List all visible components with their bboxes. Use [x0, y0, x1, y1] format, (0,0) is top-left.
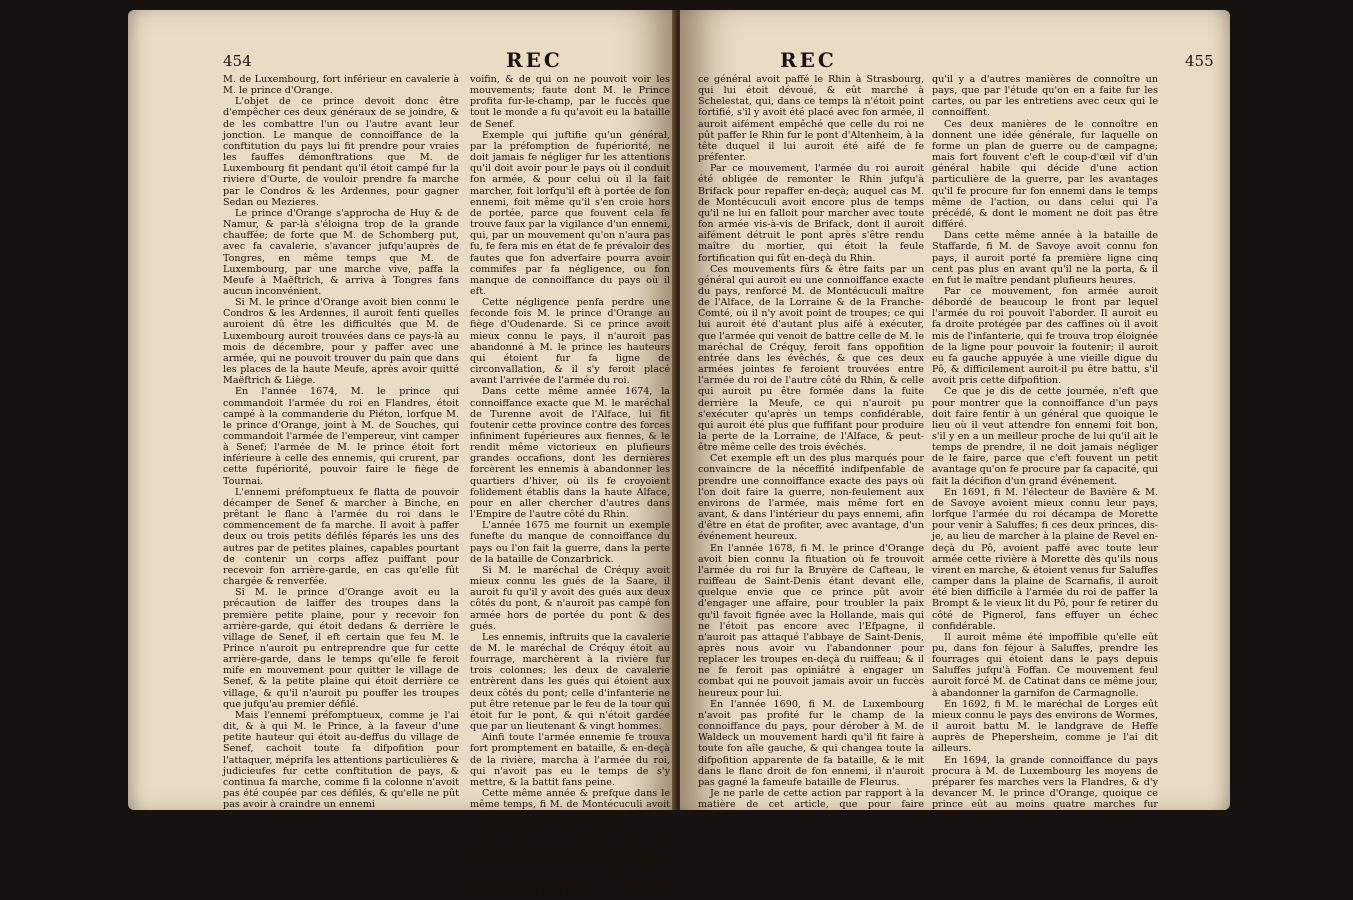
paragraph: Par ce mouvement, l'armée du roi auroit été obligée de remonter le Rhin jufqu'à Brifack pour repaffer en-deçà; auquel cas M. de Montécuculi avoit encore plus de temps qu'il ne lui en falloit pour marcher avec toute fon armée vis-à-vis de Brifack, dont il auroit aifément détruit le pont après s'être rendu maître du mortier, qui étoit la feule fortification qui fût en-deçà du Rhin. — [698, 163, 924, 264]
paragraph: voifin, & de qui on ne pouvoit voir les mouvements; faute dont M. le Prince profita fur-le-champ, par le fuccès que tout le monde a fu qu'avoit eu la bataille de Senef. — [470, 74, 670, 130]
left-page-number: 454 — [223, 52, 252, 70]
paragraph: Le prince d'Orange s'approcha de Huy & de Namur, & par-là s'éloigna trop de la grande chauffée; de forte que M. de Schomberg put, avec fa cavalerie, s'avancer jufqu'auprès de Tongres, en même temps que M. de Luxembourg, par une marche vive, paffa la Meufe à Maëftrich, & arriva à Tongres fans aucun inconvénient. — [223, 207, 459, 297]
paragraph: Cette même année & prefque dans le même temps, fi M. de Montécuculi avoit bien connu la Renchen & la Kintz, il auroit aifément battu l'armée du roi, lorfqu'après la mort de M. le maréchal de Turenne, elle fe retira de Salsbach à Altenheim, où étoit fon pont fur le Rhin. — [470, 788, 670, 866]
paragraph: Je ne parle de cette action par rapport à la matière de cet article, que pour faire remarquer — [698, 788, 924, 822]
paragraph: En l'année 1678, fi M. le prince d'Orange avoit bien connu la fituation où fe trouvoit l'armée du roi fur la Bruyère de Cafteau, le ruiffeau de Saint-Denis étant devant elle, quelque envie que ce prince pût avoir d'engager une affaire, pour troubler la paix qu'il favoit fignée avec la Hollande, mais qui ne l'étoit pas encore avec l'Efpagne, il n'auroit pas attaqué l'abbaye de Saint-Denis, après nous avoir vu l'abandonner pour replacer les troupes en-deçà du ruiffeau; & il ne fe feroit pas opiniâtré à engager un combat qui ne pouvoit jamais avoir un fuccès heureux pour lui. — [698, 542, 924, 699]
paragraph: Par ce mouvement, fon armée auroit débordé de beaucoup le front par lequel l'armée du roi pouvoit l'aborder. Il auroit eu fa droite protégée par des caffines où il avoit mis de l'infanterie, qui fe trouva trop éloignée de la ligne pour pouvoir la foutenir; il auroit eu fa gauche appuyée à une vieille digue du Pô, & difficilement auroit-il pu être battu, s'il avoit pris cette difpofition. — [932, 285, 1158, 387]
paragraph: Ce que je dis de cette journée, n'eft que pour montrer que la connoiffance d'un pays doit faire fentir à un général que quoique le lieu où il veut attendre fon ennemi foit bon, s'il y en a un meilleur proche de lui qu'il ait le temps de prendre, il ne doit jamais négliger de le faire, parce que c'eft fouvent un petit avantage qu'on fe procure par fa capacité, qui fait la décifion d'un grand événement. — [932, 386, 1158, 487]
paragraph: Les ennemis, inftruits que la cavalerie de M. le maréchal de Créquy étoit au fourrage, marchèrent à la rivière fur trois colonnes; les deux de cavalerie entrèrent dans les gués qui étoient aux deux côtés du pont; celle d'infanterie ne put être retenue par le feu de la tour qui étoit fur le pont, & qui n'étoit gardée que par un lieutenant & vingt hommes. — [470, 631, 670, 733]
right-column-1 — [698, 74, 924, 821]
paragraph: Ces mouvements fûrs & être faits par un général qui auroit eu une connoiffance exacte du pays, renforcé M. de Montécuculi maître de l'Alface, de la Lorraine & de la Franche-Comté, où il n'y avoit point de troupes; ce qui lui auroit été d'autant plus aifé à exécuter, que l'armée qui venoit de battre celle de M. le maréchal de Créquy, feroit fans oppofition entrée dans les évêchés, & que ces deux armées jointes fe feroient trouvées entre l'armée du roi de l'autre côté du Rhin, & celle qui auroit pu être formée dans la fuite derrière la Meufe, ce qui n'auroit pu s'exécuter qu'après un temps confidérable, qui auroit été plus que fuffifant pour produire la perte de la Lorraine, de l'Alface, & peut-être même celle des trois évêchés. — [698, 263, 924, 454]
left-column-2 — [470, 74, 670, 900]
left-running-title: REC — [506, 48, 563, 72]
paragraph: En l'année 1674, M. le prince qui commandoit l'armée du roi en Flandres, étoit campé à la commanderie du Piéton, lorfque M. le prince d'Orange, joint à M. de Souches, qui commandoit l'armée de l'empereur, vint camper à Senef; l'armée de M. le prince étoit fort inférieure à celle des ennemis, qui crurent, par cette fupériorité, pouvoir faire le fiège de Tournai. — [223, 386, 459, 487]
paragraph: En 1694, la grande connoiffance du pays procura à M. de Luxembourg les moyens de préparer fes marches vers la Flandres, & d'y devancer M. le prince d'Orange, quoique ce prince eût au moins quatre marches fur l'armée du roi. — [932, 754, 1158, 822]
open-book — [128, 10, 1230, 900]
paragraph: Exemple qui juftifie qu'un général, par la préfomption de fupériorité, ne doit jamais fe négliger fur les attentions qu'il doit avoir pour le pays où il conduit fon armée, & pour celui où il la fait marcher, foit lorfqu'il eft à portée de fon ennemi, foit même qu'il s'en croie hors de portée, parce que fouvent cela fe trouve faux par la vigilance d'un ennemi, qui, par un mouvement qu'on n'aura pas fu, fe fera mis en état de fe prévaloir des fautes que fon adverfaire pourra avoir commifes par fa négligence, ou fon manque de connoiffance du pays où il eft. — [470, 129, 670, 297]
paragraph: Si M. le maréchal de Créquy avoit mieux connu les gués de la Saare, il auroit fu qu'il y avoit des gués aux deux côtés du pont, & n'auroit pas campé fon armée hors de portée du pont & des gués. — [470, 564, 670, 632]
paragraph: Si M. le prince d'Orange avoit eu la précaution de laiffer des troupes dans la première petite plaine, pour y recevoir fon arrière-garde, qui étoit dedans & derrière le village de Senef, il eft certain que feu M. le Prince n'auroit pu entreprendre que fur cette arrière-garde, dans le temps qu'elle fe feroit mife en mouvement pour quitter le village de Senef, & la petite plaine qui étoit derrière ce village, & qu'il n'auroit pu pouffer les troupes que jufqu'au premier défilé. — [223, 587, 459, 710]
paragraph: Dans cette même année 1674, la connoiffance exacte que M. le maréchal de Turenne avoit de l'Alface, lui fit foutenir cette province contre des forces infiniment fupérieures aux fiennes, & le rendit même victorieux en plufieurs grandes occafions, dont les dernières forcèrent les ennemis à abandonner les quartiers d'hiver, où ils fe croyoient folidement établis dans la haute Alface, pour en aller chercher d'autres dans l'Empire de l'autre côté du Rhin. — [470, 386, 670, 521]
left-running-head — [128, 50, 676, 74]
paragraph: L'année 1675 me fournit un exemple funefte du manque de connoiffance du pays ou l'on fait la guerre, dans la perte de la bataille de Conzarbrick. — [470, 520, 670, 565]
paragraph: Si M. le prince d'Orange avoit bien connu le Condros & les Ardennes, il auroit fenti quelles auroient dû être les difficultés que M. de Luxembourg auroit trouvées dans ce pays-là au mois de décembre, pour y paffer avec une armée, qui ne pouvoit trouver du pain que dans les places de la haute Meufe, après avoir quitté Maëftrich & Liège. — [223, 297, 459, 387]
paragraph: Dans cette même année à la bataille de Staffarde, fi M. de Savoye avoit connu fon pays, il auroit porté fa première ligne cinq cent pas plus en avant qu'il ne la porta, & il en fut le maître pendant plufieurs heures. — [932, 230, 1158, 286]
paragraph: Mais l'ennemi préfomptueux, comme je l'ai dit, & à qui M. le Prince, à la faveur d'une petite hauteur qui étoit au-deffus du village de Senef, cachoit toute fa difpofition pour l'attaquer, méprifa les attentions particulières & judicieufes fur cette conftitution de pays, & continua fa marche, comme fi la colonne n'avoit pas été coupée par ces défilés, & qu'elle ne pût pas avoir à craindre un ennemi — [223, 709, 459, 811]
paragraph: ce général avoit paffé le Rhin à Strasbourg, qui lui étoit dévoué, & eût marché à Schelestat, qui, dans ce temps là n'étoit point fortifié, s'il y avoit été placé avec fon armée, il auroit aifément empêché que celle du roi ne pût paffer le Rhin fur le pont d'Altenheim, à la tête duquel il lui auroit été aifé de fe préfenter. — [698, 74, 924, 164]
paragraph: Ces deux manières de le connoître en donnent une idée générale, fur laquelle on forme un plan de guerre ou de campagne; mais fort fouvent c'eft le coup-d'œil vif d'un général habile qui décide d'une action particulière de la guerre, par les avantages qu'il fe procure fur fon ennemi dans le temps même de l'action, ou dans celui qui l'a précédé, & dont le moment ne doit pas être différé. — [932, 118, 1158, 231]
paragraph: Cet exemple eft un des plus marqués pour convaincre de la néceffité indifpenfable de prendre une connoiffance exacte des pays où l'on doit faire la guerre, non-feulement aux environs de l'armée, mais même fort en avant, & dans l'intérieur du pays ennemi, afin d'être en état de profiter, avec avantage, d'un événement heureux. — [698, 453, 924, 543]
paragraph: En 1692, fi M. le maréchal de Lorges eût mieux connu le pays des environs de Wormes, il auroit battu M. le landgrave de Heffe auprès de Phepersheim, comme je l'ai dit ailleurs. — [932, 698, 1158, 755]
paragraph: M. de Luxembourg, fort inférieur en cavalerie à M. le prince d'Orange. — [223, 74, 459, 97]
right-column-2 — [932, 74, 1158, 821]
paragraph: Cette négligence penfa perdre une feconde fois M. le prince d'Orange au fiège d'Oudenarde. Si ce prince avoit mieux connu le pays, il n'auroit pas abandonné à M. le prince les hauteurs qui étoient fur fa ligne de circonvallation, & il s'y feroit placé avant l'arrivée de l'armée du roi. — [470, 297, 670, 387]
paragraph: L'objet de ce prince devoit donc être d'empêcher ces deux généraux de se joindre, & de les combattre l'un ou l'autre avant leur jonction. Le manque de connoiffance de la conftitution du pays lui fit prendre pour vraies les fauffes démonftrations que M. de Luxembourg fit pendant qu'il étoit campé fur la riviere d'Ourte, de vouloir prendre fa marche par le Condros & les Ardennes, pour gagner Sedan ou Mezieres. — [223, 96, 459, 208]
paragraph: L'ennemi préfomptueux fe flatta de pouvoir décamper de Senef & marcher à Binche, en prêtant le flanc à l'armée du roi dans le commencement de fa marche. Il avoit à paffer deux ou trois petits défilés féparés les uns des autres par de petites plaines, capables pourtant de contenir un corps affez puiffant pour recevoir fon arrière-garde, en cas qu'elle fût chargée & renverfée. — [223, 486, 459, 588]
paragraph: Ainfi toute l'armée ennemie fe trouva fort promptement en bataille, & en-deçà de la rivière, marcha à l'armée du roi, qui n'avoit pas eu le temps de s'y mettre, & la battit fans peine. — [470, 732, 670, 788]
paragraph: qu'il y a d'autres manières de connoître un pays, que par l'étude qu'on en a faite fur les cartes, ou par les entretiens avec ceux qui le connoiffent. — [932, 74, 1158, 119]
paragraph: En l'année 1690, fi M. de Luxembourg n'avoit pas profité fur le champ de la connoiffance du pays, pour dérober à M. de Waldeck un mouvement hardi qu'il fit faire à toute fon aîle gauche, & qui changea toute la difpofition apparente de fa bataille, & le mit dans le flanc droit de fon ennemi, il n'auroit pas gagné la fameufe bataille de Fleurus. — [698, 698, 924, 788]
paragraph: Il auroit même été impoffible qu'elle eût pu, dans fon féjour à Saluffes, prendre les fourrages qui étoient dans le pays depuis Saluffes jufqu'à Foffan. Ce mouvement feul auroit forcé M. de Catinat dans ce même jour, à abandonner la garnifon de Carmagnolle. — [932, 631, 1158, 699]
left-page — [128, 10, 676, 900]
paragraph: En 1691, fi M. l'électeur de Bavière & M. de Savoye avoient mieux connu leur pays, lorfque l'armée du roi décampa de Morette pour venir à Saluffes; fi ces deux princes, dis-je, au lieu de marcher à la plaine de Revel en-deçà du Pô, avoient paffé avec toute leur armée cette rivière à Morette dès qu'ils nous virent en marche, & étoient venus fur Saluffes camper dans la plaine de Scarnafis, il auroit été bien difficile à l'armée du roi de paffer la Brompt & le vieux lit du Pô, pour fe retirer du côté de Pignerol, fans effuyer un échec confidérable. — [932, 486, 1158, 632]
right-running-head — [680, 50, 1230, 74]
right-page — [680, 10, 1230, 822]
paragraph: Où fi fans la fuivre au-delà de la Kintze pour la combattre à Altenheim, comme il le fit fans fuccès, — [470, 866, 670, 900]
right-page-number: 455 — [1185, 52, 1214, 70]
right-running-title: REC — [780, 48, 837, 72]
left-column-1 — [223, 74, 459, 810]
